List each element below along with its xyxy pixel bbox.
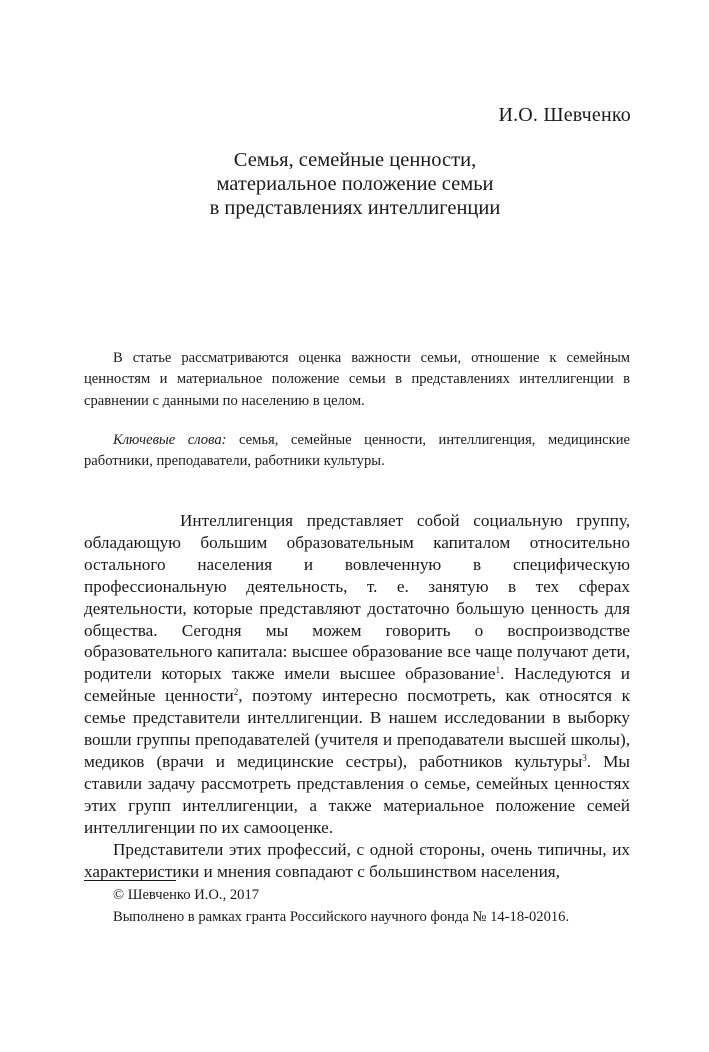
article-title	[90, 148, 620, 220]
body-p1-part1: Интеллигенция представляет собой социальную группу, обладающую большим образовательным капиталом относительно остального населения и вовлеченную в специфическую профессиональную деятельность, т. е. занятую в тех сферах деятельности, которые представляют достаточно большую ценность для общества. Сегодня мы можем говорить о воспроизводстве образовательного капитала: высшее образование все чаще получают дети, родители которых также имели высшее образование	[84, 511, 630, 684]
copyright-note: © Шевченко И.О., 2017	[113, 887, 260, 903]
article-body	[84, 510, 630, 882]
footnote-ref-1: 1	[495, 665, 501, 676]
author-name: И.О. Шевченко	[498, 104, 631, 126]
body-paragraph-1	[84, 510, 630, 839]
keywords	[84, 430, 630, 473]
title-line-1: Семья, семейные ценности,	[233, 149, 477, 171]
abstract: В статье рассматриваются оценка важности семьи, отношение к семейным ценностям и материальное положение семьи в представлениях интеллигенции в сравнении с данными по населению в целом.	[84, 350, 630, 409]
footnotes	[84, 884, 630, 928]
grant-note: Выполнено в рамках гранта Российского научного фонда № 14-18-02016.	[113, 909, 570, 925]
footnote-divider	[84, 880, 176, 881]
body-paragraph-2: Представители этих профессий, с одной стороны, очень типичны, их характеристики и мнения совпадают с большинством населения,	[84, 839, 630, 881]
body-p1-part4: . Мы ставили задачу рассмотреть представления о семье, семейных ценностях этих групп интеллигенции, а также материальное положение семей интеллигенции по их самооценке.	[84, 751, 630, 837]
title-line-2: материальное положение семьи	[216, 173, 494, 195]
keywords-text: семья, семейные ценности, интеллигенция, медицинские работники, преподаватели, работники культуры.	[84, 432, 630, 470]
body-p1-part2: . Наследуются и семейные ценности	[84, 664, 630, 706]
footnote-ref-2: 2	[233, 687, 239, 698]
footnote-ref-3: 3	[582, 752, 587, 763]
title-line-3: в представлениях интеллигенции	[209, 197, 501, 219]
keywords-label: Ключевые слова:	[113, 432, 227, 448]
body-p1-part3: , поэтому интересно посмотреть, как относятся к семье представители интеллигенции. В нашем исследовании в выборку вошли группы преподавателей (учителя и преподаватели высшей школы), медиков (врачи и медицинские сестры), работников культуры	[84, 686, 630, 771]
